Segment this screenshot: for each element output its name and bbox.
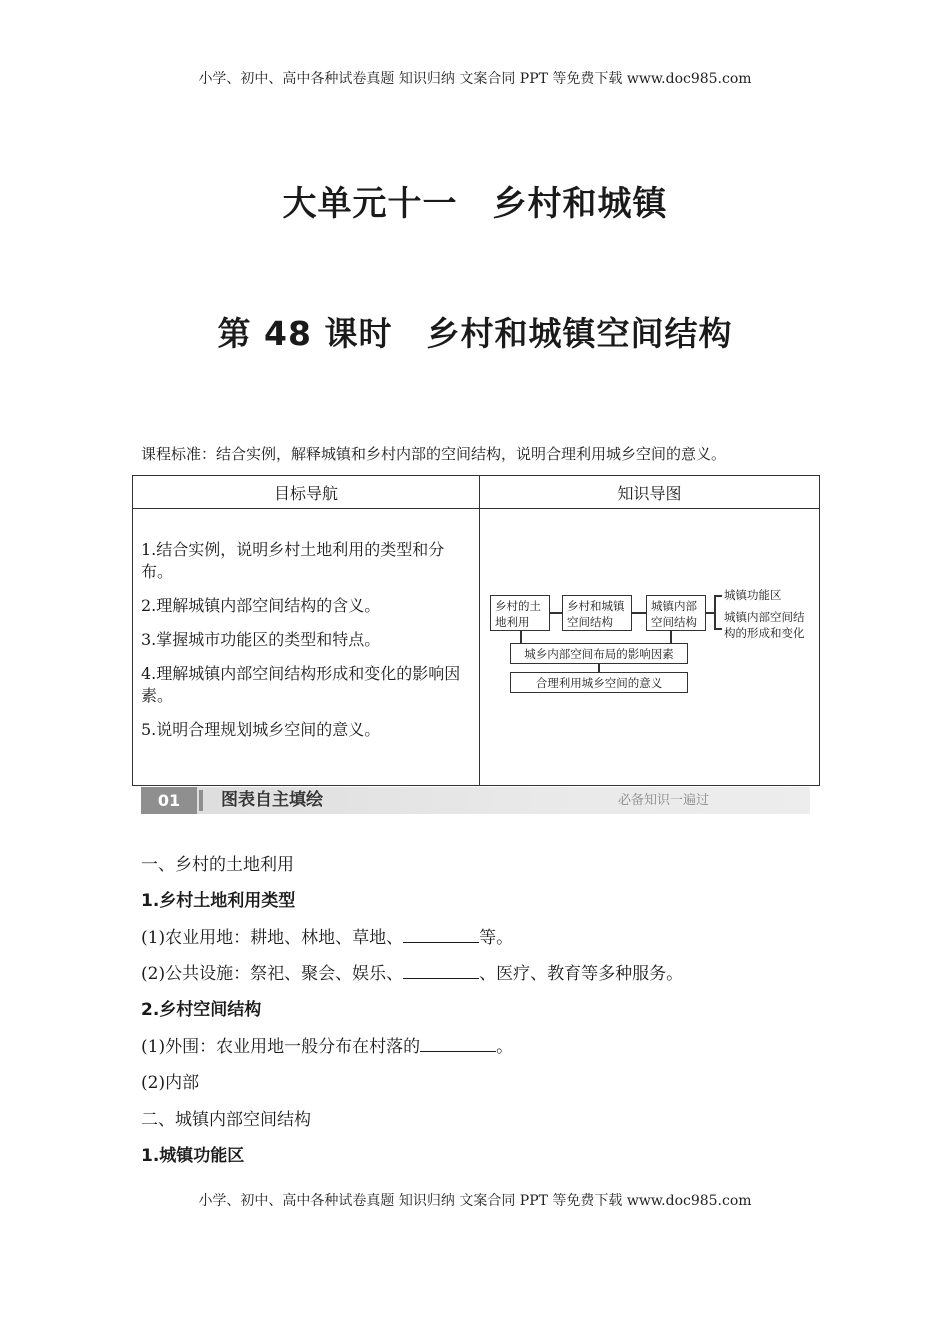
section-banner [141, 787, 810, 814]
goal-item: 4.理解城镇内部空间结构形成和变化的影响因素。 [141, 664, 461, 705]
header-note: 小学、初中、高中各种试卷真题 知识归纳 文案合同 PPT 等免费下载 www.doc985.com [198, 71, 752, 87]
fill-line [141, 923, 513, 948]
heading-rural-land: 一、乡村的土地利用 [141, 855, 294, 875]
mindmap-branch-formation: 城镇内部空间结构的形成和变化 [724, 610, 805, 640]
subheading-rural-structure: 2.乡村空间结构 [141, 1000, 262, 1020]
lesson-title: 第 48 课时 乡村和城镇空间结构 [217, 314, 733, 353]
heading-urban-structure: 二、城镇内部空间结构 [141, 1110, 311, 1130]
mindmap-box-urban-internal: 城镇内部空间结构 [646, 595, 706, 631]
mindmap-arrow [670, 631, 672, 643]
section-subtitle: 必备知识一遍过 [618, 793, 710, 808]
curriculum-standard: 课程标准：结合实例，解释城镇和乡村内部的空间结构，说明合理利用城乡空间的意义。 [141, 445, 727, 463]
subheading-land-types: 1.乡村土地利用类型 [141, 891, 296, 911]
mindmap-box-significance: 合理利用城乡空间的意义 [510, 672, 688, 693]
fill-line-text: (1)农业用地：耕地、林地、草地、 [141, 928, 404, 948]
mindmap-branch-function-zone: 城镇功能区 [724, 588, 782, 602]
section-title: 图表自主填绘 [221, 790, 323, 810]
fill-line-text: 。 [496, 1037, 514, 1057]
unit-title: 大单元十一 乡村和城镇 [282, 184, 668, 224]
fill-line-text: (2)公共设施：祭祀、聚会、娱乐、 [141, 964, 404, 984]
mindmap-connector [714, 628, 722, 630]
fill-blank[interactable] [420, 1033, 496, 1052]
mindmap-bracket [714, 595, 716, 629]
goal-item: 3.掌握城市功能区的类型和特点。 [141, 630, 381, 649]
goal-item: 5.说明合理规划城乡空间的意义。 [141, 720, 381, 739]
fill-line-text: 、医疗、教育等多种服务。 [479, 964, 684, 984]
goals-table [132, 475, 820, 786]
goals-cell [133, 509, 480, 786]
mindmap-box-influencing-factors: 城乡内部空间布局的影响因素 [510, 643, 688, 664]
subheading-urban-function: 1.城镇功能区 [141, 1146, 245, 1166]
fill-blank[interactable] [403, 924, 479, 943]
section-number: 01 [141, 787, 197, 814]
fill-line-text: (1)外围：农业用地一般分布在村落的 [141, 1037, 421, 1057]
mindmap-arrow [598, 664, 600, 672]
mindmap-connector [714, 595, 722, 597]
goal-item: 2.理解城镇内部空间结构的含义。 [141, 596, 381, 615]
fill-line [141, 1032, 513, 1057]
mindmap-cell [480, 509, 820, 786]
goal-item: 1.结合实例，说明乡村土地利用的类型和分布。 [141, 540, 445, 581]
mindmap-connector [632, 612, 646, 614]
mindmap-box-rural-land: 乡村的土地利用 [490, 595, 550, 631]
mindmap-header: 知识导图 [480, 476, 820, 509]
fill-blank[interactable] [403, 960, 479, 979]
knowledge-mindmap [480, 509, 819, 785]
section-separator [199, 790, 203, 811]
mindmap-connector [706, 612, 714, 614]
mindmap-box-spatial-structure: 乡村和城镇空间结构 [562, 595, 632, 631]
fill-line-text: 等。 [479, 928, 514, 948]
goals-header: 目标导航 [133, 476, 480, 509]
text-line: (2)内部 [141, 1073, 200, 1093]
footer-note: 小学、初中、高中各种试卷真题 知识归纳 文案合同 PPT 等免费下载 www.doc985.com [198, 1193, 752, 1209]
mindmap-arrow [520, 631, 522, 643]
fill-line [141, 959, 683, 984]
mindmap-connector [550, 612, 562, 614]
